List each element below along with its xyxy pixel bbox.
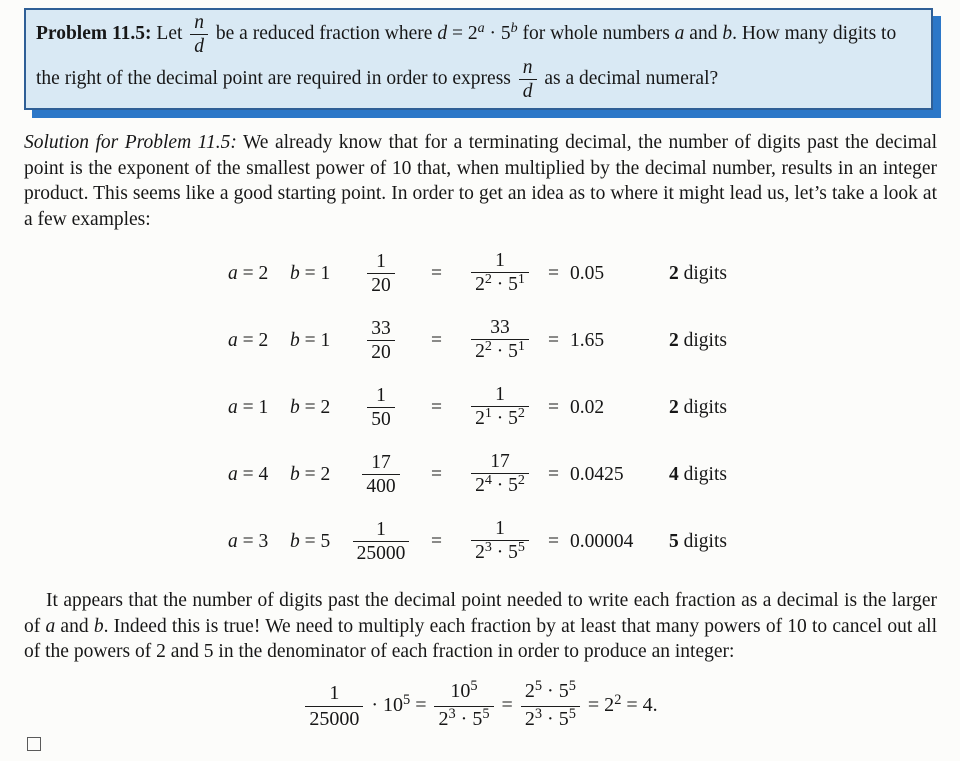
text-segment: a [228,329,238,351]
text-segment: 2 [475,341,485,362]
decimal-value-cell [566,397,669,419]
text-segment: 5 [568,705,576,722]
expanded-fraction-cell [459,317,541,364]
text-segment: 0.02 [570,396,605,418]
fraction-denominator [367,273,395,296]
text-segment: be a reduced fraction where [211,22,438,44]
text-segment: Let [151,22,188,44]
text-segment: 25000 [309,708,360,730]
text-segment: for whole numbers [517,22,675,44]
text-segment: a [228,463,238,485]
text-segment: = 1 [299,262,331,284]
text-segment: 0.00004 [570,530,634,552]
text-segment: 2 [484,337,492,354]
text-segment: 1 [495,250,505,271]
fraction-denominator [190,34,208,57]
text-segment: 10 [450,680,471,702]
text-segment: · 10 [366,694,403,717]
a-value-cell [228,464,290,486]
expanded-fraction-cell [459,518,541,565]
equals-sign [541,464,566,486]
fraction-cell [348,519,414,564]
a-value-cell [228,330,290,352]
b-value-cell [290,531,348,553]
text-segment: digits [678,262,727,284]
fraction-denominator [521,706,580,733]
fraction [471,250,529,297]
text-segment: 2 [614,691,622,708]
fraction [471,384,529,431]
text-segment: 3 [448,705,456,722]
text-segment: n [194,12,205,33]
text-segment: a [228,530,238,552]
text-segment: 1.65 [570,329,605,351]
text-segment: 1 [376,385,386,406]
fraction-numerator [471,384,529,406]
text-segment: 0.0425 [570,463,624,485]
text-segment: b [290,396,300,418]
fraction [190,12,208,57]
text-segment: b [722,22,733,44]
fraction [471,451,529,498]
text-segment: = [548,262,559,284]
text-segment: = [410,694,432,717]
text-segment: n [522,57,533,78]
final-equation-content [302,677,658,733]
text-segment: 25000 [356,543,406,564]
text-segment: = [431,262,442,284]
text-segment: as a decimal numeral? [539,67,719,89]
text-segment: = [431,530,442,552]
text-segment: 17 [371,452,391,473]
fraction-cell [348,385,414,430]
fraction [367,251,395,296]
digits-count-cell [669,330,727,352]
digits-count-cell [669,464,727,486]
text-segment: · 5 [491,408,518,429]
text-segment: = 2 [299,463,331,485]
fraction-denominator [362,474,399,497]
equals-sign [541,531,566,553]
fraction-numerator [434,677,493,706]
examples-table [228,240,727,575]
a-value-cell [228,397,290,419]
equals-sign [414,263,459,285]
fraction-denominator [305,706,363,731]
example-row [228,441,727,508]
text-segment: 2 [669,329,679,351]
text-segment: 2 [524,680,535,702]
fraction-denominator [471,272,529,297]
fraction [305,682,363,731]
text-segment: = [431,329,442,351]
fraction-cell [348,251,414,296]
fraction-denominator [471,406,529,431]
text-segment: 2 [475,274,485,295]
text-segment: = [548,396,559,418]
example-row [228,240,727,307]
text-segment: digits [678,396,727,418]
decimal-value-cell [566,464,669,486]
text-segment: Solution for Problem 11.5: [24,132,237,153]
text-segment: 2 [484,270,492,287]
fraction [367,318,395,363]
fraction-numerator [471,250,529,272]
fraction-denominator [353,541,410,564]
text-segment: = [496,694,518,717]
fraction-denominator [367,340,395,363]
text-segment: and [684,22,723,44]
text-segment: d [194,36,205,57]
text-segment: 1 [376,519,386,540]
decimal-value-cell [566,330,669,352]
text-segment: b [290,530,300,552]
fraction-numerator [471,317,529,339]
text-segment: 1 [484,404,492,421]
text-segment: 1 [495,518,505,539]
fraction-numerator [519,57,537,79]
text-segment: digits [678,329,727,351]
text-segment: · 5 [542,680,569,702]
text-segment: 1 [329,682,340,704]
text-segment: 1 [495,384,505,405]
text-segment: 2 [475,475,485,496]
fraction-denominator [434,706,493,733]
fraction-numerator [521,677,580,706]
a-value-cell [228,531,290,553]
text-segment: d [437,22,448,44]
text-segment: = [431,396,442,418]
text-segment: and [55,615,94,637]
b-value-cell [290,263,348,285]
text-segment: = [548,329,559,351]
text-segment: 1 [376,251,386,272]
fraction [362,452,399,497]
text-segment: digits [678,463,727,485]
equals-sign [414,531,459,553]
example-row [228,374,727,441]
text-segment: a [45,615,56,637]
text-segment: · 5 [491,341,518,362]
text-segment: 1 [517,337,525,354]
fraction [434,677,493,733]
text-segment: = 2 [299,396,331,418]
text-segment: 0.05 [570,262,605,284]
equals-sign [541,330,566,352]
example-row [228,508,727,575]
text-segment: 5 [669,530,679,552]
fraction-numerator [190,12,208,34]
equals-sign [414,397,459,419]
b-value-cell [290,397,348,419]
text-segment: 17 [490,451,510,472]
text-segment: = 3 [237,530,269,552]
text-segment: 400 [366,476,396,497]
text-segment: = 4 [237,463,269,485]
end-of-solution-square-icon [27,737,41,751]
fraction [471,518,529,565]
text-segment: 20 [371,275,391,296]
decimal-value-cell [566,263,669,285]
text-segment: a [674,22,685,44]
expanded-fraction-cell [459,250,541,297]
text-segment: 4 [669,463,679,485]
fraction [519,57,537,102]
equals-sign [414,330,459,352]
fraction-denominator [471,339,529,364]
text-segment: 5 [517,538,525,555]
equals-sign [541,263,566,285]
fraction-numerator [367,385,395,407]
text-segment: 5 [482,705,490,722]
text-segment: = [431,463,442,485]
text-segment: a [477,19,485,36]
text-segment: Problem 11.5: [36,22,152,44]
text-segment: a [228,396,238,418]
text-segment: · 5 [542,708,569,730]
fraction-denominator [519,79,537,102]
text-segment: = [548,463,559,485]
text-segment: · 5 [491,274,518,295]
text-segment: = 1 [299,329,331,351]
final-equation [0,677,960,733]
decimal-value-cell [566,531,669,553]
example-row [228,307,727,374]
text-segment: 33 [371,318,391,339]
expanded-fraction-cell [459,451,541,498]
text-segment: 3 [534,705,543,722]
text-segment: 5 [470,677,478,694]
text-segment: = 2 [237,329,269,351]
text-segment: · 5 [491,475,518,496]
text-segment: b [290,329,300,351]
fraction-numerator [353,519,410,541]
text-segment: digits [678,530,727,552]
text-segment: 3 [484,538,492,555]
text-segment: 2 [517,404,525,421]
text-segment: It appears that the number of digits past the decimal point needed to write each fraction as a decimal is the larger of [24,590,937,637]
text-segment: . Indeed this is true! We need to multiply each fraction by at least that many powers of 10 to cancel out all of the powers of 2 and 5 in the denominator of each fraction in order to produce an integer: [24,615,938,662]
fraction-numerator [367,251,395,273]
fraction [521,677,580,733]
fraction-cell [348,452,414,497]
digits-count-cell [669,397,727,419]
b-value-cell [290,330,348,352]
text-segment: b [93,615,104,637]
closing-paragraph [24,588,937,665]
text-segment: · 5 [484,22,511,44]
fraction [353,519,410,564]
b-value-cell [290,464,348,486]
problem-box [24,8,933,110]
digits-count-cell [669,263,727,285]
text-segment: 2 [524,708,535,730]
text-segment: = 1 [237,396,269,418]
a-value-cell [228,263,290,285]
text-segment: 2 [517,471,525,488]
equals-sign [414,464,459,486]
equals-sign [541,397,566,419]
fraction-denominator [471,540,529,565]
text-segment: = 4. [621,694,658,717]
text-segment: 4 [484,471,492,488]
fraction-numerator [471,518,529,540]
fraction-cell [348,318,414,363]
text-segment: · 5 [455,708,483,730]
fraction [471,317,529,364]
text-segment: · 5 [491,542,518,563]
text-segment: 5 [402,691,411,708]
text-segment: 2 [669,396,679,418]
text-segment: 20 [371,342,391,363]
fraction-numerator [471,451,529,473]
solution-paragraph [24,130,937,232]
text-segment: = [548,530,559,552]
text-segment: . How many digits to the right of the decimal point are required in order to express [36,22,897,89]
text-segment: b [290,262,300,284]
expanded-fraction-cell [459,384,541,431]
text-segment: 2 [438,708,449,730]
text-segment: = 2 [582,694,615,717]
text-segment: 5 [568,677,576,694]
text-segment: 2 [669,262,679,284]
fraction-numerator [362,452,399,474]
text-segment: We already know that for a terminating decimal, the number of digits past the decimal point is the exponent of the smallest power of 10 that, when multiplied by the decimal number, results in an integer product. This seems like a good starting point. In order to get an idea as to where it might lead us, let’s take a look at a few examples: [24,132,937,230]
text-segment: 50 [371,409,391,430]
text-segment: = 2 [237,262,269,284]
problem-statement [36,12,919,102]
text-segment: b [510,19,518,36]
text-segment: 1 [517,270,525,287]
fraction-denominator [471,473,529,498]
fraction-numerator [367,318,395,340]
text-segment: a [228,262,238,284]
text-segment: d [522,81,533,102]
digits-count-cell [669,531,727,553]
fraction [367,385,395,430]
text-segment: 2 [475,542,485,563]
text-segment: 5 [534,677,543,694]
fraction-denominator [367,407,395,430]
text-segment: 2 [475,408,485,429]
text-segment: = 5 [299,530,331,552]
fraction-numerator [305,682,363,706]
text-segment: b [290,463,300,485]
text-segment: = 2 [447,22,478,44]
text-segment: 33 [490,317,510,338]
